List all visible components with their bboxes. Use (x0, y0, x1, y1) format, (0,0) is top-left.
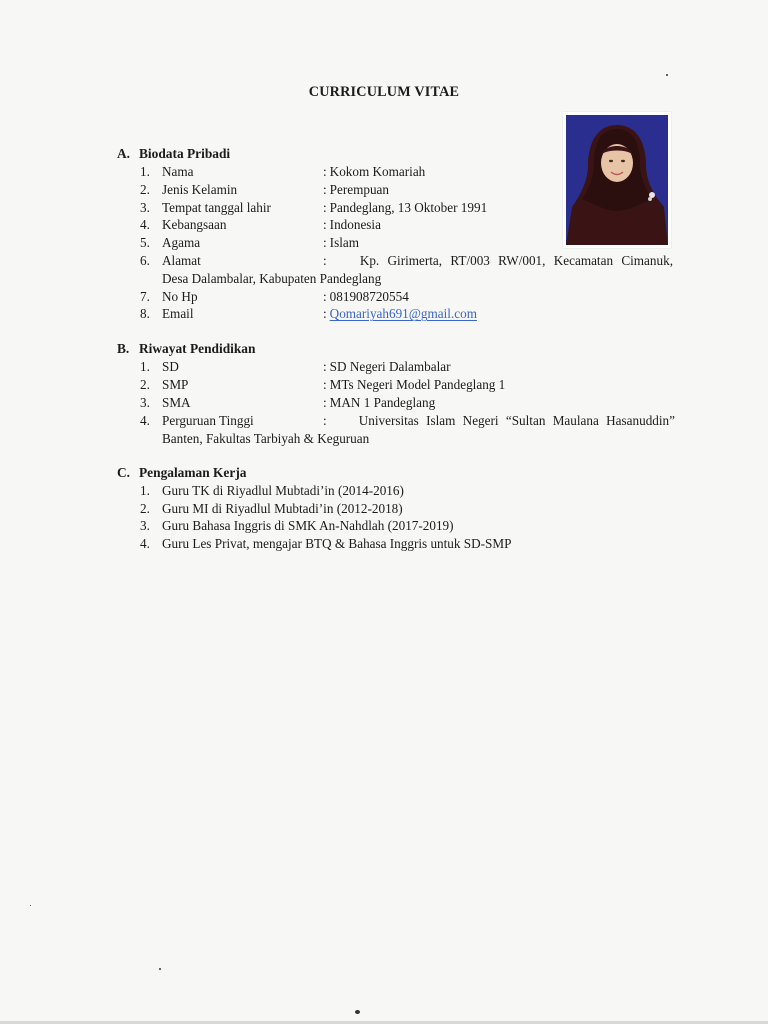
item-number: 2. (140, 182, 150, 197)
scan-speck (666, 74, 668, 76)
section-title-text: Biodata Pribadi (139, 146, 231, 161)
section-biodata-title (117, 146, 230, 162)
field-value-text: Perempuan (329, 182, 389, 197)
field-value-text: Kokom Komariah (329, 164, 426, 179)
biodata-row-nama (140, 163, 426, 181)
item-number: 2. (140, 501, 150, 516)
field-label: No Hp (162, 289, 198, 304)
item-number: 2. (140, 377, 150, 392)
section-title-text: Pengalaman Kerja (139, 465, 247, 480)
scan-speck (355, 1010, 360, 1014)
item-number: 3. (140, 395, 150, 410)
field-value-text: Islam (329, 235, 359, 250)
biodata-row-email (140, 305, 477, 323)
field-value (323, 252, 673, 270)
pengalaman-item (140, 517, 454, 535)
field-value (323, 216, 381, 234)
section-letter: A. (117, 146, 131, 161)
field-value (323, 376, 505, 394)
field-label: Agama (162, 235, 201, 250)
experience-text: Guru Les Privat, mengajar BTQ & Bahasa Inggris untuk SD-SMP (162, 536, 512, 551)
item-number: 3. (140, 200, 150, 215)
field-value (323, 412, 675, 430)
field-value (323, 394, 435, 412)
field-value-text: 081908720554 (329, 289, 409, 304)
colon: : (323, 359, 327, 374)
field-value (323, 163, 425, 181)
item-number: 7. (140, 289, 150, 304)
colon: : (323, 289, 327, 304)
field-label: Alamat (162, 253, 201, 268)
pendidikan-row-sd (140, 358, 451, 376)
field-value (323, 234, 359, 252)
item-number: 1. (140, 164, 150, 179)
field-label: SMA (162, 395, 191, 410)
item-number: 6. (140, 253, 150, 268)
pengalaman-item (140, 482, 404, 500)
colon: : (323, 182, 327, 197)
field-label: Kebangsaan (162, 217, 227, 232)
biodata-row-ttl (140, 199, 488, 217)
pendidikan-row-sma (140, 394, 436, 412)
pendidikan-row-smp (140, 376, 506, 394)
field-label: Jenis Kelamin (162, 182, 238, 197)
colon: : (323, 164, 327, 179)
field-label: Tempat tanggal lahir (162, 200, 271, 215)
biodata-row-no-hp (140, 288, 409, 306)
field-value-text: Kp. Girimerta, RT/003 RW/001, Kecamatan Cimanuk, (359, 253, 673, 268)
field-label: Perguruan Tinggi (162, 413, 254, 428)
scan-speck (159, 968, 161, 970)
field-label: Email (162, 306, 194, 321)
profile-photo (563, 112, 671, 248)
item-number: 1. (140, 359, 150, 374)
colon: : (323, 306, 327, 321)
section-letter: C. (117, 465, 131, 480)
pengalaman-item (140, 535, 512, 553)
field-value (323, 199, 487, 217)
experience-text: Guru MI di Riyadlul Mubtadi’in (2012-2018) (162, 501, 403, 516)
item-number: 5. (140, 235, 150, 250)
university-continuation: Banten, Fakultas Tarbiyah & Keguruan (162, 431, 370, 446)
biodata-row-kebangsaan (140, 216, 381, 234)
biodata-row-agama (140, 234, 359, 252)
pengalaman-item (140, 500, 403, 518)
biodata-row-alamat (140, 252, 673, 270)
field-value-text: MAN 1 Pandeglang (329, 395, 436, 410)
colon: : (323, 377, 327, 392)
field-value-text: SD Negeri Dalambalar (329, 359, 451, 374)
experience-text: Guru TK di Riyadlul Mubtadi’in (2014-2016) (162, 483, 404, 498)
colon: : (323, 395, 327, 410)
biodata-row-jenis-kelamin (140, 181, 389, 199)
address-continuation: Desa Dalambalar, Kabupaten Pandeglang (162, 271, 382, 286)
field-value (323, 305, 477, 323)
section-title-text: Riwayat Pendidikan (139, 341, 256, 356)
colon: : (323, 200, 327, 215)
item-number: 1. (140, 483, 150, 498)
item-number: 4. (140, 413, 150, 428)
section-pengalaman-title (117, 465, 246, 481)
item-number: 4. (140, 217, 150, 232)
item-number: 8. (140, 306, 150, 321)
field-value (323, 288, 409, 306)
scan-speck (30, 905, 31, 906)
field-value (323, 358, 451, 376)
colon: : (323, 235, 327, 250)
colon: : (323, 217, 327, 232)
field-value-text: Indonesia (329, 217, 381, 232)
item-number: 3. (140, 518, 150, 533)
section-letter: B. (117, 341, 130, 356)
portrait-photo-icon (566, 115, 668, 245)
experience-text: Guru Bahasa Inggris di SMK An-Nahdlah (2017-2019) (162, 518, 454, 533)
page-title: CURRICULUM VITAE (308, 84, 460, 100)
field-label: Nama (162, 164, 194, 179)
field-value-text: MTs Negeri Model Pandeglang 1 (329, 377, 506, 392)
item-number: 4. (140, 536, 150, 551)
field-label: SMP (162, 377, 189, 392)
pendidikan-row-perguruan-tinggi (140, 412, 675, 430)
colon: : (323, 413, 327, 428)
field-value-text: Universitas Islam Negeri “Sultan Maulana Hasanuddin” (358, 413, 675, 428)
email-link[interactable]: Qomariyah691@gmail.com (329, 306, 477, 321)
field-label: SD (162, 359, 179, 374)
section-pendidikan-title (117, 341, 255, 357)
field-value-text: Pandeglang, 13 Oktober 1991 (329, 200, 488, 215)
colon: : (323, 253, 327, 268)
field-value (323, 181, 389, 199)
